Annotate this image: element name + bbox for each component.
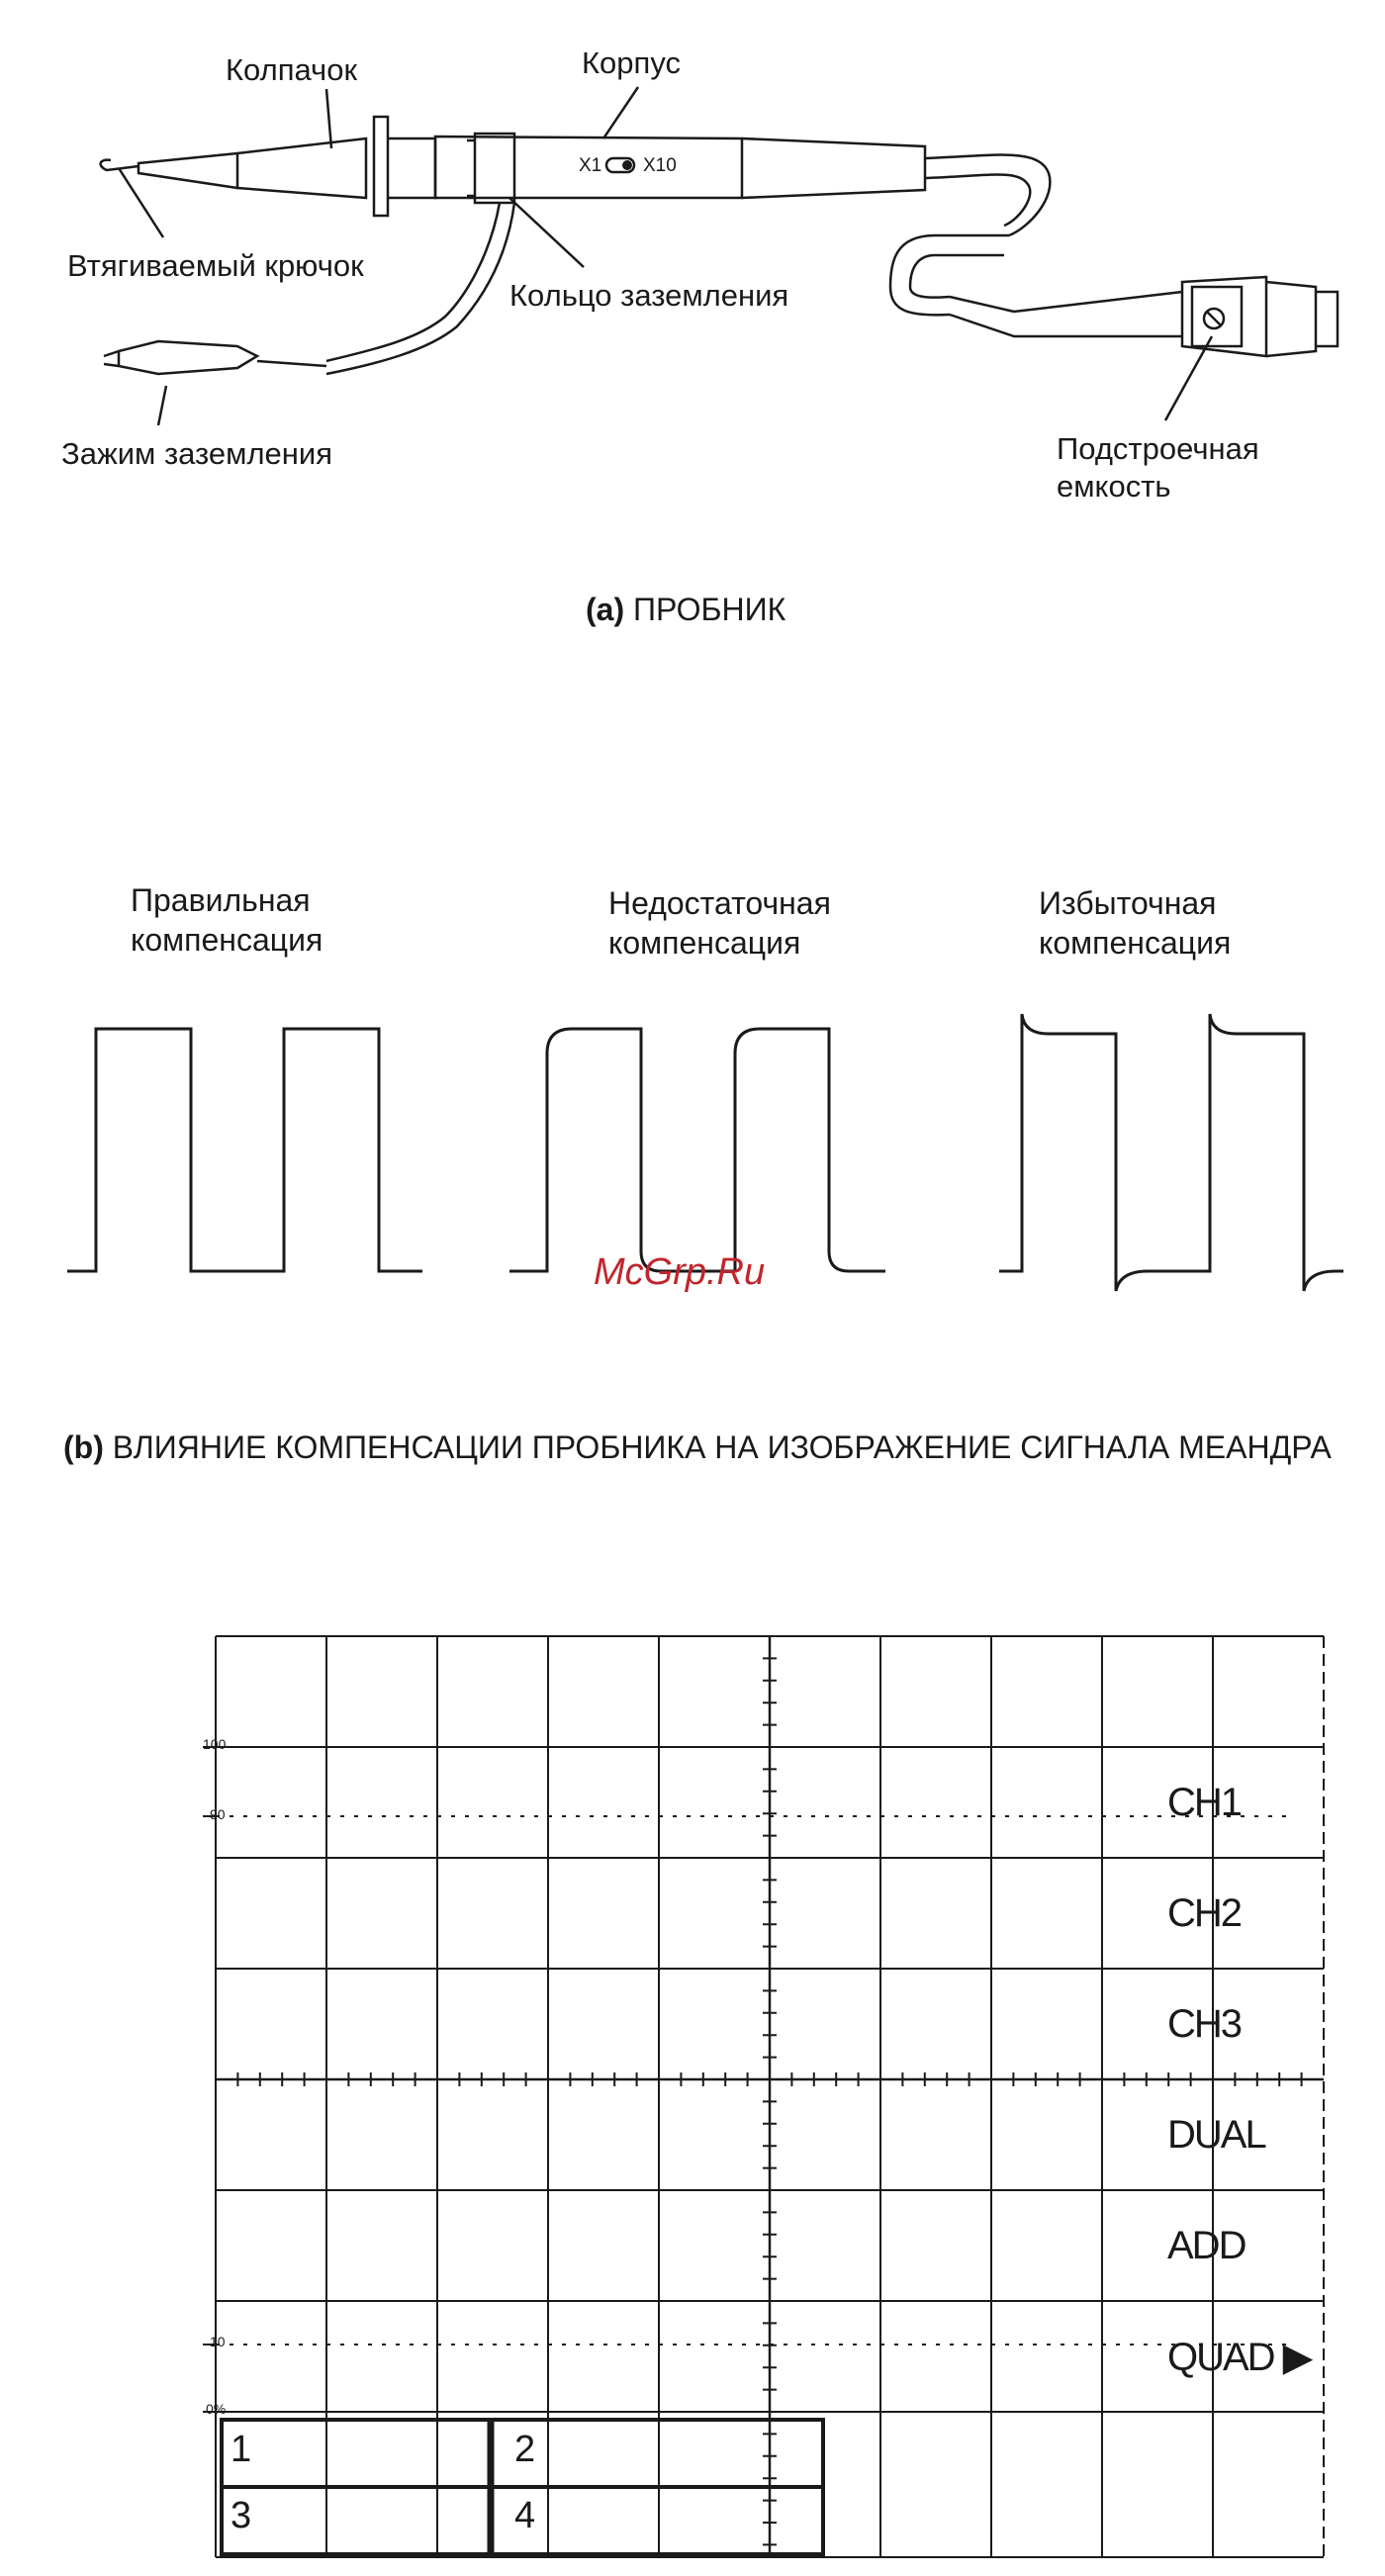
cell-4: 4 bbox=[514, 2495, 536, 2536]
label-x10: X10 bbox=[643, 155, 677, 176]
under-title-line2: компенсация bbox=[608, 925, 801, 961]
graticule-label-0: 0% bbox=[206, 2401, 227, 2417]
label-trimmer-line2: емкость bbox=[1057, 469, 1171, 504]
graticule-label-90: 90 bbox=[210, 1806, 226, 1822]
label-body: Корпус bbox=[582, 46, 681, 80]
graticule-label-10: 10 bbox=[210, 2334, 226, 2349]
menu-item-add[interactable]: ADD bbox=[1167, 2224, 1246, 2267]
caption-a-text: ПРОБНИК bbox=[624, 592, 786, 627]
correct-title-line2: компенсация bbox=[131, 922, 323, 958]
menu-item-quad[interactable]: QUAD ▶ bbox=[1167, 2336, 1312, 2379]
over-title-line2: компенсация bbox=[1039, 925, 1232, 961]
graticule-label-100: 100 bbox=[203, 1736, 227, 1752]
crosshair-ticks bbox=[216, 1636, 1302, 2544]
watermark: McGrp.Ru bbox=[594, 1251, 766, 1293]
menu-item-ch2[interactable]: CH2 bbox=[1167, 1891, 1242, 1935]
menu-item-ch1[interactable]: CH1 bbox=[1167, 1781, 1242, 1824]
label-ground-clip: Зажим заземления bbox=[61, 436, 333, 471]
cell-1: 1 bbox=[231, 2429, 252, 2470]
label-x1: X1 bbox=[579, 155, 602, 176]
menu-item-ch3[interactable]: CH3 bbox=[1167, 2002, 1242, 2046]
menu-item-dual[interactable]: DUAL bbox=[1167, 2113, 1265, 2157]
label-trimmer-line1: Подстроечная bbox=[1057, 431, 1259, 466]
cell-3: 3 bbox=[231, 2495, 252, 2536]
caption-b-text: ВЛИЯНИЕ КОМПЕНСАЦИИ ПРОБНИКА НА ИЗОБРАЖЕНИЕ СИГНАЛА МЕАНДРА bbox=[103, 1429, 1332, 1465]
label-cap: Колпачок bbox=[226, 52, 358, 87]
cell-2: 2 bbox=[514, 2429, 536, 2470]
under-title-line1: Недостаточная bbox=[608, 885, 831, 921]
over-title-line1: Избыточная bbox=[1039, 885, 1217, 921]
label-ground-ring: Кольцо заземления bbox=[509, 278, 789, 313]
label-hook: Втягиваемый крючок bbox=[67, 248, 364, 283]
caption-b-prefix: (b) bbox=[63, 1429, 104, 1465]
caption-a-prefix: (a) bbox=[586, 592, 625, 627]
correct-title-line1: Правильная bbox=[131, 882, 311, 918]
